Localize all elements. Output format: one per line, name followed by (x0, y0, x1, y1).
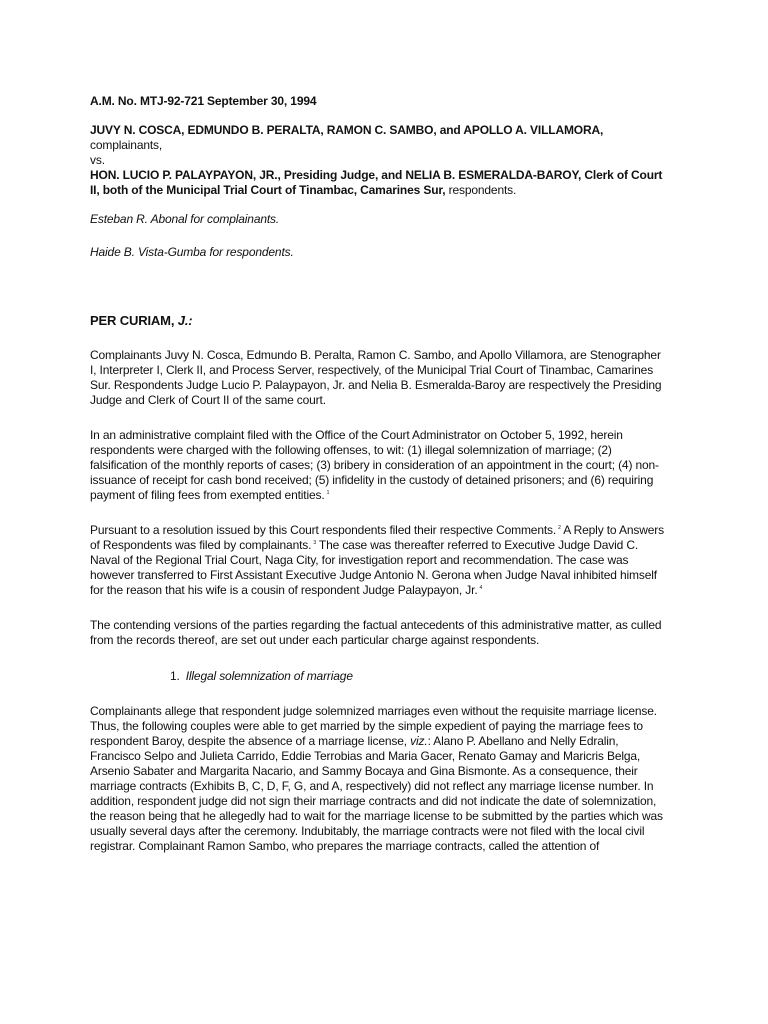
case-parties (90, 123, 670, 198)
per-curiam-label: PER CURIAM, (90, 313, 178, 328)
per-curiam-heading (90, 313, 670, 328)
paragraph-contending-versions: The contending versions of the parties regarding the factual antecedents of this administrative matter, as culled from the records thereof, are set out under each particular charge against respondents. (90, 618, 662, 647)
counsel-respondents: Haide B. Vista-Gumba for respondents. (90, 245, 294, 259)
respondents-role: respondents. (445, 183, 517, 197)
charge-heading-number: 1. (170, 669, 180, 683)
charge-heading-title: Illegal solemnization of marriage (185, 669, 353, 683)
paragraph-procedure (90, 523, 670, 598)
per-curiam-justice: J.: (177, 313, 193, 328)
paragraph-complaint-text: In an administrative complaint filed with the Office of the Court Administrator on October 5, 1992, herein respondents were charged with the following offenses, to wit: (1) illegal solemnization of marriage; (2) falsification of the monthly reports of cases; (3) bribery in consideration of an appointment in the court; (4) non-issuance of receipt for cash bond received; (5) infidelity in the custody of detained prisoners; and (6) requiring payment of filing fees from exempted entities. (90, 428, 659, 502)
document-page (90, 94, 670, 854)
complainants-names: JUVY N. COSCA, EDMUNDO B. PERALTA, RAMON C. SAMBO, and APOLLO A. VILLAMORA, (90, 123, 604, 137)
charge-heading-1 (90, 669, 670, 684)
case-number: A.M. No. MTJ-92-721 September 30, 1994 (90, 94, 317, 108)
footnote-ref-2[interactable]: 2 (558, 525, 561, 531)
counsel-complainants: Esteban R. Abonal for complainants. (90, 212, 280, 226)
paragraph-procedure-text-c: The case was thereafter referred to Executive Judge David C. Naval of the Regional Trial Court, Naga City, for investigation report and recommendation. The case was however transferred to First Assistant Executive Judge Antonio N. Gerona when Judge Naval inhibited himself for the reason that his wife is a cousin of respondent Judge Palaypayon, Jr. (90, 538, 657, 597)
paragraph-procedure-text-a: Pursuant to a resolution issued by this Court respondents filed their respective Comments. (90, 523, 557, 537)
paragraph-procedure-text-b: A Reply to Answers of Respondents was filed by complainants. (90, 523, 664, 552)
footnote-ref-3[interactable]: 3 (313, 540, 316, 546)
versus-label: vs. (90, 153, 105, 167)
paragraph-illegal-solemnization (90, 704, 670, 854)
viz-abbreviation: viz. (410, 734, 428, 748)
complainants-role: complainants, (90, 138, 163, 152)
footnote-ref-4[interactable]: 4 (479, 585, 483, 591)
paragraph-illegal-solemnization-text-a: Complainants allege that respondent judge solemnized marriages even without the requisite marriage license. Thus, the following couples were able to get married by the simple expedient of paying the marriage fees to respondent Baroy, despite the absence of a marriage license, (90, 704, 657, 748)
paragraph-illegal-solemnization-text-b: : Alano P. Abellano and Nelly Edralin, Francisco Selpo and Julieta Carrido, Eddie Terrobias and Maria Gacer, Renato Gamay and Maricris Belga, Arsenio Sabater and Margarita Nacario, and Sammy Bocaya and Gina Bismonte. As a consequence, their marriage contracts (Exhibits B, C, D, F, G, and A, respectively) did not reflect any marriage license number. In addition, respondent judge did not sign their marriage contracts and did not indicate the date of solemnization, the reason being that he allegedly had to wait for the marriage license to be submitted by the parties which was usually several days after the ceremony. Indubitably, the marriage contracts were not filed with the local civil registrar. Complainant Ramon Sambo, who prepares the marriage contracts, called the attention of (90, 734, 663, 853)
paragraph-parties: Complainants Juvy N. Cosca, Edmundo B. Peralta, Ramon C. Sambo, and Apollo Villamora, are Stenographer I, Interpreter I, Clerk II, and Process Server, respectively, of the Municipal Trial Court of Tinambac, Camarines Sur. Respondents Judge Lucio P. Palaypayon, Jr. and Nelia B. Esmeralda-Baroy are respectively the Presiding Judge and Clerk of Court II of the same court. (90, 348, 662, 407)
respondents-names: HON. LUCIO P. PALAYPAYON, JR., Presiding Judge, and NELIA B. ESMERALDA-BAROY, Clerk of Court II, both of the Municipal Trial Court of Tinambac, Camarines Sur, (90, 168, 663, 197)
footnote-ref-1[interactable]: 1 (326, 490, 330, 496)
paragraph-complaint (90, 428, 670, 503)
